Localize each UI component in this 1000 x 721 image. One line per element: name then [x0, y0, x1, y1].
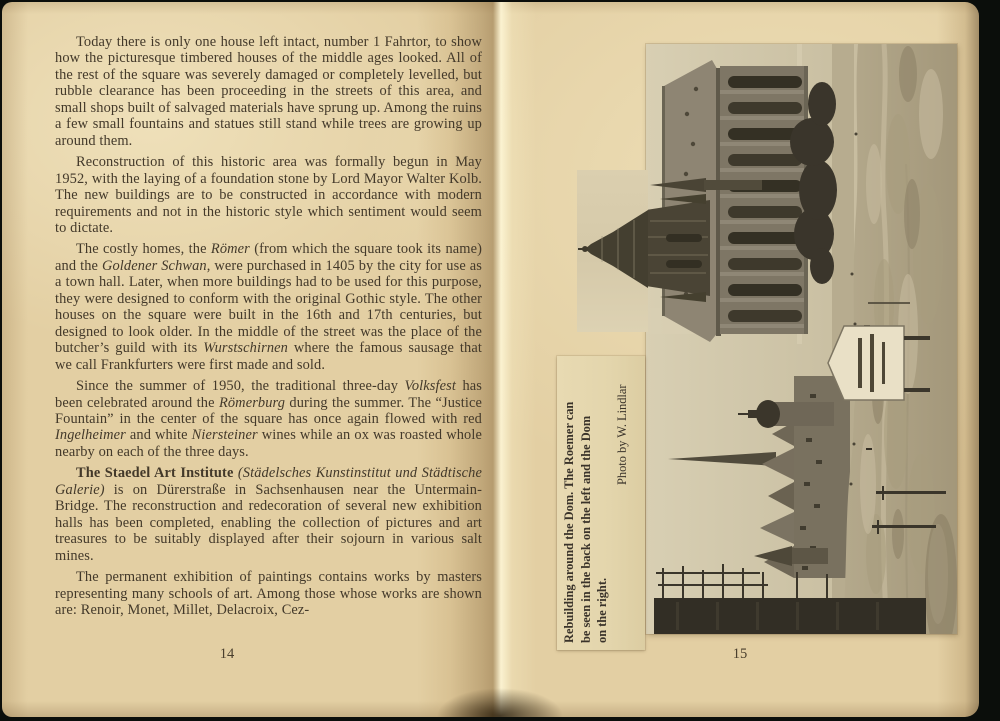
- paragraph: Since the summer of 1950, the traditional three-day Volksfest has been celebrated around the Römerburg during the summer. The “Justice Fountain” in the center of the square has once again flowed with red Ingelheimer and white Niersteiner wines while an ox was roasted whole nearby on each of the three days.: [55, 378, 482, 460]
- caption-line: be seen in the back on the left and the Dom: [578, 415, 593, 643]
- paragraph: The Staedel Art Institute (Städelsches Kunstinstitut und Städtische Galerie) is on Dürerstraße in Sachsenhausen near the Untermain-Bridge. The reconstruction and redecoration of several new exhibition halls has been completed, enabling the collection of pictures and art treasures to be suitably displayed after their sojourn in various salt mines.: [55, 465, 482, 564]
- left-page-text-block: [55, 34, 482, 623]
- dom-spire-tip: [577, 170, 648, 332]
- book-spread: [2, 2, 979, 717]
- dom-photo-illustration: [646, 44, 957, 634]
- photo-plate: [646, 44, 957, 634]
- photo-credit: Photo by W. Lindlar: [614, 384, 629, 485]
- paragraph: The permanent exhibition of paintings contains works by masters representing many schools of art. Among those whose works are shown are: Renoir, Monet, Millet, Delacroix, Cez-: [55, 569, 482, 618]
- paragraph: The costly homes, the Römer (from which the square took its name) and the Goldener Schwan, were purchased in 1405 by the city for use as a town hall. Later, when more buildings had to be used for this purpose, they were designed to conform with the original Gothic style. The other houses on the square were built in the 16th and 17th centuries, but designed to look older. In the middle of the street was the place of the butcher’s guild with its Wurstschirnen where the famous sausage that we call Frankfurters were first made and sold.: [55, 241, 483, 373]
- caption-line: on the right.: [595, 577, 610, 643]
- caption-line: Rebuilding around the Dom. The Roemer can: [562, 401, 576, 643]
- caption-text-rotated: [557, 356, 645, 650]
- photo-caption-strip: [557, 356, 645, 650]
- page-number-right: 15: [732, 646, 748, 662]
- paragraph: Today there is only one house left intact, number 1 Fahrtor, to show how the picturesque timbered houses of the middle ages looked. All of the rest of the square was severely damaged or completely levelled, but rubble clearance has been proceeding in the streets of this area, and small shops built of salvaged materials have sprung up. Among the ruins a few small fountains and statues still stand while trees are growing up around them.: [55, 34, 482, 149]
- page-number-left: 14: [219, 646, 235, 662]
- spire-patch: [577, 170, 648, 332]
- paragraph: Reconstruction of this historic area was formally begun in May 1952, with the laying of a foundation stone by Lord Mayor Walter Kolb. The new buildings are to be constructed in accordance with modern requirements and not in the historic style which sentiment would seem to dictate.: [55, 154, 482, 236]
- caption-lines: [561, 362, 611, 643]
